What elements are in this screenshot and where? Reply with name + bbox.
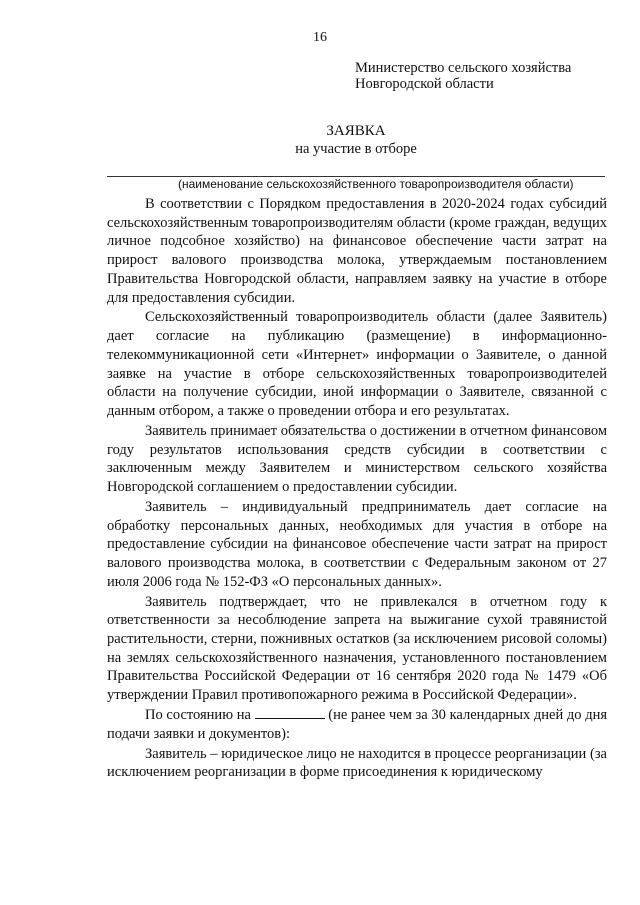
document-title: ЗАЯВКА: [326, 123, 386, 139]
addressee-line-2: Новгородской области: [355, 76, 494, 92]
paragraph-reorganization: Заявитель – юридическое лицо не находится в процессе реорганизации (за исключением реорганизации в форме присоединения к юридическому: [107, 745, 607, 781]
paragraph-fire-safety-confirmation: Заявитель подтверждает, что не привлекался в отчетном году к ответственности за несоблюдение запрета на выжигание сухой травянистой растительности, стерни, пожнивных остатков (за исключением рисовой соломы) на землях сельскохозяйственного назначения, установленного постановлением Правительства Российской Федерации от 16 сентября 2020 года № 1479 «Об утверждении Правил противопожарного режима в Российской Федерации».: [107, 593, 607, 704]
addressee-line-1: Министерство сельского хозяйства: [355, 60, 572, 76]
document-body: [107, 195, 607, 783]
paragraph-obligations: Заявитель принимает обязательства о достижении в отчетном финансовом году результатов использования средств субсидии в соответствии с заключенным между Заявителем и министерством сельского хозяйства Новгородской соглашением о предоставлении субсидии.: [107, 422, 607, 495]
status-date-suffix: (не ранее чем за 30 календарных дней до дня подачи заявки и документов):: [107, 706, 608, 742]
paragraph-personal-data-consent: Заявитель – индивидуальный предприниматель дает согласие на обработку персональных данных, необходимых для участия в отборе на предоставление субсидии на финансовое обеспечение части затрат на прирост валового производства молока, в соответствии с Федеральным законом от 27 июля 2006 года № 152-ФЗ «О персональных данных».: [107, 498, 607, 590]
applicant-name-caption: (наименование сельскохозяйственного товаропроизводителя области): [178, 177, 574, 191]
page-number: 16: [313, 30, 327, 45]
document-subtitle: на участие в отборе: [295, 141, 417, 157]
paragraph-status-date: [107, 706, 607, 743]
status-date-prefix: По состоянию на: [145, 706, 251, 723]
addressee-block: [355, 60, 571, 92]
paragraph-subsidy-request: В соответствии с Порядком предоставления в 2020-2024 годах субсидий сельскохозяйственным товаропроизводителям области (кроме граждан, ведущих личное подсобное хозяйство) на финансовое обеспечение части затрат на прирост валового производства молока, утверждаемым постановлением Правительства Новгородской области, направляем заявку на участие в отборе для предоставления субсидии.: [107, 196, 607, 306]
status-date-blank: [255, 706, 325, 719]
paragraph-publication-consent: Сельскохозяйственный товаропроизводитель области (далее Заявитель) дает согласие на публикацию (размещение) в информационно-телекоммуникационной сети «Интернет» информации о Заявителе, о данной заявке на участие в отборе сельскохозяйственных товаропроизводителей области на получение субсидии, иной информации о Заявителе, связанной с данным отбором, а также о проведении отбора и его результатах.: [107, 309, 607, 419]
